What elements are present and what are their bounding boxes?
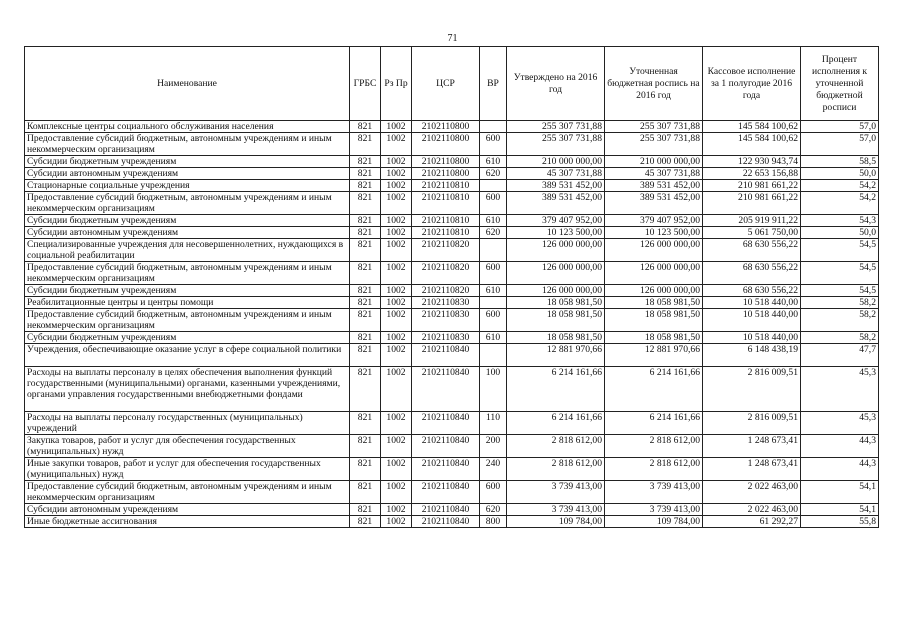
table-row	[25, 262, 879, 285]
table-row	[25, 309, 879, 332]
cell-cash: 68 630 556,22	[703, 285, 801, 297]
cell-refined: 109 784,00	[605, 516, 703, 528]
cell-cash: 145 584 100,62	[703, 133, 801, 156]
cell-refined: 3 739 413,00	[605, 504, 703, 516]
cell-approved: 3 739 413,00	[507, 504, 605, 516]
cell-percent: 54,2	[801, 192, 879, 215]
cell-csr: 2102110840	[412, 367, 480, 412]
cell-refined: 18 058 981,50	[605, 297, 703, 309]
cell-refined: 6 214 161,66	[605, 412, 703, 435]
cell-grbs: 821	[350, 435, 381, 458]
cell-grbs: 821	[350, 133, 381, 156]
table-row	[25, 412, 879, 435]
cell-grbs: 821	[350, 344, 381, 367]
table-row	[25, 367, 879, 412]
cell-refined: 126 000 000,00	[605, 285, 703, 297]
cell-vr: 610	[480, 332, 507, 344]
cell-cash: 22 653 156,88	[703, 168, 801, 180]
table-row	[25, 133, 879, 156]
cell-grbs: 821	[350, 412, 381, 435]
cell-name: Расходы на выплаты персоналу государственных (муниципальных) учреждений	[25, 412, 350, 435]
cell-cash: 2 816 009,51	[703, 367, 801, 412]
table-row	[25, 180, 879, 192]
cell-approved: 109 784,00	[507, 516, 605, 528]
cell-approved: 126 000 000,00	[507, 239, 605, 262]
cell-rzpr: 1002	[381, 367, 412, 412]
cell-refined: 210 000 000,00	[605, 156, 703, 168]
cell-grbs: 821	[350, 516, 381, 528]
cell-cash: 210 981 661,22	[703, 180, 801, 192]
cell-rzpr: 1002	[381, 192, 412, 215]
cell-grbs: 821	[350, 215, 381, 227]
cell-csr: 2102110840	[412, 435, 480, 458]
cell-approved: 126 000 000,00	[507, 285, 605, 297]
cell-cash: 68 630 556,22	[703, 239, 801, 262]
cell-cash: 210 981 661,22	[703, 192, 801, 215]
table-row	[25, 332, 879, 344]
cell-name: Предоставление субсидий бюджетным, автономным учреждениям и иным некоммерческим организациям	[25, 262, 350, 285]
cell-approved: 389 531 452,00	[507, 180, 605, 192]
cell-rzpr: 1002	[381, 309, 412, 332]
cell-refined: 389 531 452,00	[605, 180, 703, 192]
cell-name: Предоставление субсидий бюджетным, автономным учреждениям и иным некоммерческим организациям	[25, 309, 350, 332]
table-row	[25, 481, 879, 504]
cell-vr: 620	[480, 168, 507, 180]
cell-vr	[480, 180, 507, 192]
cell-approved: 3 739 413,00	[507, 481, 605, 504]
cell-refined: 18 058 981,50	[605, 332, 703, 344]
cell-rzpr: 1002	[381, 435, 412, 458]
cell-name: Комплексные центры социального обслуживания населения	[25, 121, 350, 133]
cell-percent: 44,3	[801, 435, 879, 458]
cell-cash: 5 061 750,00	[703, 227, 801, 239]
cell-name: Предоставление субсидий бюджетным, автономным учреждениям и иным некоммерческим организациям	[25, 481, 350, 504]
cell-refined: 379 407 952,00	[605, 215, 703, 227]
table-row	[25, 435, 879, 458]
cell-vr: 110	[480, 412, 507, 435]
cell-cash: 2 022 463,00	[703, 481, 801, 504]
cell-grbs: 821	[350, 180, 381, 192]
cell-percent: 45,3	[801, 412, 879, 435]
cell-csr: 2102110840	[412, 516, 480, 528]
cell-refined: 389 531 452,00	[605, 192, 703, 215]
cell-csr: 2102110810	[412, 215, 480, 227]
cell-percent: 58,2	[801, 332, 879, 344]
cell-approved: 45 307 731,88	[507, 168, 605, 180]
cell-rzpr: 1002	[381, 332, 412, 344]
cell-grbs: 821	[350, 121, 381, 133]
cell-name: Иные бюджетные ассигнования	[25, 516, 350, 528]
cell-vr	[480, 344, 507, 367]
cell-vr: 620	[480, 504, 507, 516]
cell-name: Субсидии автономным учреждениям	[25, 168, 350, 180]
table-row	[25, 285, 879, 297]
cell-grbs: 821	[350, 262, 381, 285]
header-csr: ЦСР	[412, 47, 480, 121]
cell-csr: 2102110800	[412, 168, 480, 180]
cell-percent: 47,7	[801, 344, 879, 367]
cell-vr: 600	[480, 192, 507, 215]
table-row	[25, 516, 879, 528]
cell-vr: 600	[480, 262, 507, 285]
cell-rzpr: 1002	[381, 168, 412, 180]
cell-percent: 50,0	[801, 168, 879, 180]
table-row	[25, 239, 879, 262]
cell-rzpr: 1002	[381, 156, 412, 168]
cell-percent: 54,5	[801, 239, 879, 262]
cell-csr: 2102110820	[412, 285, 480, 297]
cell-rzpr: 1002	[381, 121, 412, 133]
cell-name: Расходы на выплаты персоналу в целях обеспечения выполнения функций государственными (муниципальными) органами, казенными учреждениями, органами управления государственными внебюджетными фондами	[25, 367, 350, 412]
cell-vr: 600	[480, 309, 507, 332]
cell-cash: 122 930 943,74	[703, 156, 801, 168]
cell-percent: 54,5	[801, 285, 879, 297]
budget-execution-table	[24, 46, 879, 528]
cell-rzpr: 1002	[381, 262, 412, 285]
cell-vr: 100	[480, 367, 507, 412]
cell-name: Реабилитационные центры и центры помощи	[25, 297, 350, 309]
cell-refined: 6 214 161,66	[605, 367, 703, 412]
cell-vr	[480, 297, 507, 309]
cell-approved: 6 214 161,66	[507, 412, 605, 435]
cell-refined: 3 739 413,00	[605, 481, 703, 504]
cell-percent: 54,1	[801, 504, 879, 516]
cell-approved: 389 531 452,00	[507, 192, 605, 215]
cell-approved: 255 307 731,88	[507, 133, 605, 156]
cell-name: Субсидии бюджетным учреждениям	[25, 215, 350, 227]
cell-grbs: 821	[350, 309, 381, 332]
cell-rzpr: 1002	[381, 297, 412, 309]
table-row	[25, 504, 879, 516]
cell-vr: 610	[480, 215, 507, 227]
cell-percent: 54,3	[801, 215, 879, 227]
cell-grbs: 821	[350, 332, 381, 344]
cell-csr: 2102110810	[412, 192, 480, 215]
cell-rzpr: 1002	[381, 239, 412, 262]
cell-rzpr: 1002	[381, 344, 412, 367]
cell-cash: 2 816 009,51	[703, 412, 801, 435]
header-approved: Утверждено на 2016 год	[507, 47, 605, 121]
table-row	[25, 121, 879, 133]
cell-percent: 54,1	[801, 481, 879, 504]
cell-grbs: 821	[350, 156, 381, 168]
cell-percent: 57,0	[801, 133, 879, 156]
cell-rzpr: 1002	[381, 458, 412, 481]
cell-grbs: 821	[350, 504, 381, 516]
table-row	[25, 297, 879, 309]
cell-approved: 6 214 161,66	[507, 367, 605, 412]
cell-percent: 45,3	[801, 367, 879, 412]
cell-name: Иные закупки товаров, работ и услуг для обеспечения государственных (муниципальных) нужд	[25, 458, 350, 481]
cell-percent: 54,2	[801, 180, 879, 192]
cell-cash: 68 630 556,22	[703, 262, 801, 285]
header-grbs: ГРБС	[350, 47, 381, 121]
cell-approved: 210 000 000,00	[507, 156, 605, 168]
table-row	[25, 192, 879, 215]
cell-csr: 2102110840	[412, 344, 480, 367]
cell-vr: 620	[480, 227, 507, 239]
cell-refined: 2 818 612,00	[605, 435, 703, 458]
cell-grbs: 821	[350, 367, 381, 412]
cell-csr: 2102110800	[412, 133, 480, 156]
cell-cash: 205 919 911,22	[703, 215, 801, 227]
cell-name: Субсидии бюджетным учреждениям	[25, 332, 350, 344]
cell-cash: 10 518 440,00	[703, 332, 801, 344]
cell-cash: 6 148 438,19	[703, 344, 801, 367]
header-rzpr: Рз Пр	[381, 47, 412, 121]
cell-vr: 800	[480, 516, 507, 528]
cell-refined: 2 818 612,00	[605, 458, 703, 481]
cell-approved: 2 818 612,00	[507, 458, 605, 481]
cell-cash: 1 248 673,41	[703, 435, 801, 458]
cell-csr: 2102110830	[412, 309, 480, 332]
cell-refined: 18 058 981,50	[605, 309, 703, 332]
cell-name: Субсидии автономным учреждениям	[25, 227, 350, 239]
cell-approved: 12 881 970,66	[507, 344, 605, 367]
cell-approved: 379 407 952,00	[507, 215, 605, 227]
cell-vr: 200	[480, 435, 507, 458]
cell-name: Предоставление субсидий бюджетным, автономным учреждениям и иным некоммерческим организациям	[25, 192, 350, 215]
cell-refined: 126 000 000,00	[605, 239, 703, 262]
cell-cash: 2 022 463,00	[703, 504, 801, 516]
cell-grbs: 821	[350, 481, 381, 504]
cell-grbs: 821	[350, 168, 381, 180]
cell-grbs: 821	[350, 297, 381, 309]
cell-grbs: 821	[350, 239, 381, 262]
cell-csr: 2102110810	[412, 180, 480, 192]
cell-vr: 600	[480, 481, 507, 504]
cell-name: Субсидии бюджетным учреждениям	[25, 156, 350, 168]
cell-refined: 255 307 731,88	[605, 121, 703, 133]
cell-refined: 10 123 500,00	[605, 227, 703, 239]
cell-refined: 126 000 000,00	[605, 262, 703, 285]
cell-rzpr: 1002	[381, 504, 412, 516]
table-row	[25, 168, 879, 180]
cell-vr: 610	[480, 285, 507, 297]
cell-csr: 2102110840	[412, 481, 480, 504]
cell-csr: 2102110800	[412, 121, 480, 133]
cell-grbs: 821	[350, 227, 381, 239]
cell-csr: 2102110810	[412, 227, 480, 239]
cell-cash: 1 248 673,41	[703, 458, 801, 481]
header-refined: Уточненная бюджетная роспись на 2016 год	[605, 47, 703, 121]
table-row	[25, 344, 879, 367]
cell-refined: 45 307 731,88	[605, 168, 703, 180]
cell-percent: 58,2	[801, 309, 879, 332]
cell-csr: 2102110830	[412, 332, 480, 344]
cell-cash: 10 518 440,00	[703, 297, 801, 309]
cell-rzpr: 1002	[381, 412, 412, 435]
cell-rzpr: 1002	[381, 481, 412, 504]
cell-refined: 12 881 970,66	[605, 344, 703, 367]
cell-csr: 2102110840	[412, 458, 480, 481]
cell-approved: 18 058 981,50	[507, 332, 605, 344]
cell-approved: 2 818 612,00	[507, 435, 605, 458]
header-name: Наименование	[25, 47, 350, 121]
cell-name: Стационарные социальные учреждения	[25, 180, 350, 192]
table-header-row	[25, 47, 879, 121]
cell-name: Субсидии автономным учреждениям	[25, 504, 350, 516]
cell-rzpr: 1002	[381, 215, 412, 227]
cell-csr: 2102110820	[412, 239, 480, 262]
cell-approved: 10 123 500,00	[507, 227, 605, 239]
cell-cash: 145 584 100,62	[703, 121, 801, 133]
table-row	[25, 156, 879, 168]
cell-vr	[480, 239, 507, 262]
cell-percent: 44,3	[801, 458, 879, 481]
cell-approved: 18 058 981,50	[507, 297, 605, 309]
cell-csr: 2102110800	[412, 156, 480, 168]
cell-approved: 18 058 981,50	[507, 309, 605, 332]
page-number: 71	[447, 33, 458, 44]
cell-rzpr: 1002	[381, 285, 412, 297]
cell-refined: 255 307 731,88	[605, 133, 703, 156]
cell-name: Учреждения, обеспечивающие оказание услуг в сфере социальной политики	[25, 344, 350, 367]
cell-rzpr: 1002	[381, 227, 412, 239]
table-row	[25, 458, 879, 481]
cell-csr: 2102110820	[412, 262, 480, 285]
table-row	[25, 227, 879, 239]
cell-vr: 600	[480, 133, 507, 156]
cell-percent: 54,5	[801, 262, 879, 285]
header-vr: ВР	[480, 47, 507, 121]
cell-percent: 55,8	[801, 516, 879, 528]
cell-name: Субсидии бюджетным учреждениям	[25, 285, 350, 297]
cell-grbs: 821	[350, 458, 381, 481]
cell-approved: 126 000 000,00	[507, 262, 605, 285]
cell-percent: 57,0	[801, 121, 879, 133]
cell-grbs: 821	[350, 285, 381, 297]
cell-name: Специализированные учреждения для несовершеннолетних, нуждающихся в социальной реабилитации	[25, 239, 350, 262]
header-cash: Кассовое исполнение за 1 полугодие 2016 года	[703, 47, 801, 121]
cell-percent: 58,5	[801, 156, 879, 168]
cell-csr: 2102110840	[412, 504, 480, 516]
header-percent: Процент исполнения к уточненной бюджетной росписи	[801, 47, 879, 121]
cell-approved: 255 307 731,88	[507, 121, 605, 133]
cell-rzpr: 1002	[381, 516, 412, 528]
cell-cash: 10 518 440,00	[703, 309, 801, 332]
cell-percent: 50,0	[801, 227, 879, 239]
cell-csr: 2102110840	[412, 412, 480, 435]
cell-grbs: 821	[350, 192, 381, 215]
cell-vr: 610	[480, 156, 507, 168]
cell-rzpr: 1002	[381, 133, 412, 156]
cell-cash: 61 292,27	[703, 516, 801, 528]
table-row	[25, 215, 879, 227]
cell-name: Закупка товаров, работ и услуг для обеспечения государственных (муниципальных) нужд	[25, 435, 350, 458]
cell-percent: 58,2	[801, 297, 879, 309]
cell-csr: 2102110830	[412, 297, 480, 309]
cell-vr: 240	[480, 458, 507, 481]
cell-vr	[480, 121, 507, 133]
cell-name: Предоставление субсидий бюджетным, автономным учреждениям и иным некоммерческим организациям	[25, 133, 350, 156]
cell-rzpr: 1002	[381, 180, 412, 192]
